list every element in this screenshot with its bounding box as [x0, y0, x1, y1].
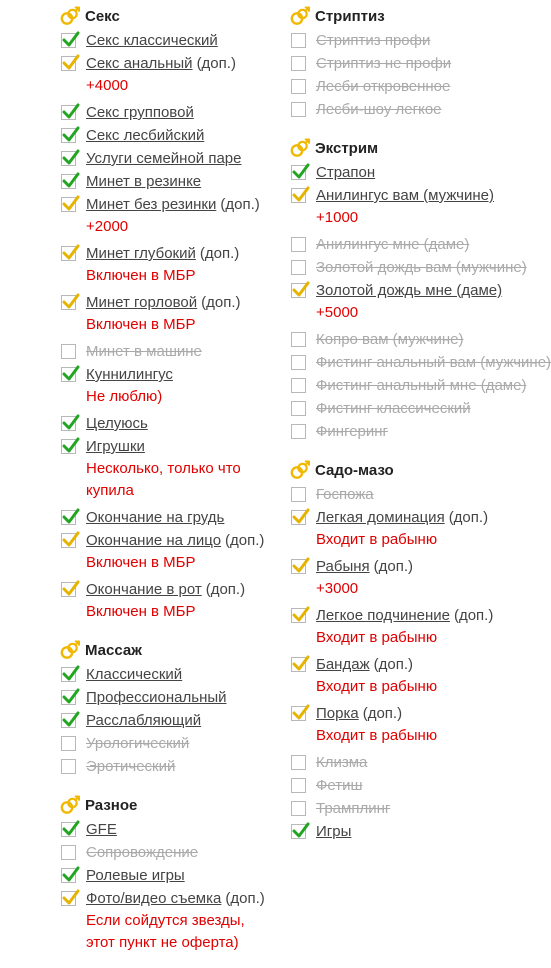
checkbox-unchecked	[291, 401, 306, 416]
service-link[interactable]: Минет в машине	[86, 343, 202, 360]
checkbox-checked	[291, 165, 306, 180]
service-item	[60, 412, 275, 435]
checkbox-unchecked	[61, 759, 76, 774]
service-item	[290, 351, 551, 374]
service-item	[290, 75, 502, 98]
service-label-wrap	[316, 184, 502, 207]
service-link[interactable]: Страпон	[316, 164, 376, 181]
section-header	[60, 792, 275, 818]
checkbox-unchecked	[61, 344, 76, 359]
service-link[interactable]: Минет без резинки	[86, 196, 217, 213]
service-item	[290, 374, 527, 397]
service-link[interactable]: Целуюсь	[86, 415, 148, 432]
service-link[interactable]: Фингеринг	[316, 423, 389, 440]
service-link[interactable]: Госпожа	[316, 486, 374, 503]
checkbox-unchecked	[61, 736, 76, 751]
service-link[interactable]: Трамплинг	[316, 800, 391, 817]
service-note: Включен в МБР	[86, 554, 196, 571]
service-link[interactable]: GFE	[86, 821, 117, 838]
checkbox-extra	[61, 891, 76, 906]
service-label-wrap	[316, 75, 502, 98]
extra-suffix: (доп.)	[196, 55, 236, 72]
service-label-wrap	[86, 709, 275, 732]
service-link[interactable]: Копро вам (мужчине)	[316, 331, 464, 348]
checkbox-unchecked	[291, 260, 306, 275]
service-link[interactable]: Порка	[316, 705, 359, 722]
service-item	[60, 887, 275, 910]
service-note: +5000	[316, 304, 359, 321]
service-label-wrap	[316, 751, 502, 774]
service-link[interactable]: Анилингус мне (даме)	[316, 236, 470, 253]
checkbox-extra	[61, 582, 76, 597]
service-item	[290, 555, 502, 578]
checkbox-unchecked	[291, 487, 306, 502]
service-item	[60, 147, 275, 170]
service-item	[290, 328, 502, 351]
service-item	[60, 101, 275, 124]
extra-suffix: (доп.)	[220, 196, 260, 213]
checkbox-checked	[61, 713, 76, 728]
checkbox-extra	[291, 657, 306, 672]
service-label-wrap	[316, 820, 502, 843]
checkbox-extra	[61, 197, 76, 212]
service-item	[60, 435, 275, 458]
service-item	[60, 242, 275, 265]
service-label-wrap	[86, 124, 275, 147]
section-title: Садо-мазо	[315, 461, 394, 479]
service-item	[60, 578, 275, 601]
checkbox-checked	[61, 667, 76, 682]
section-title: Разное	[85, 796, 138, 814]
service-link[interactable]: Минет горловой	[86, 294, 198, 311]
service-note: +3000	[316, 580, 359, 597]
service-label-wrap	[86, 291, 275, 314]
service-link[interactable]: Окончание в рот	[86, 581, 202, 598]
service-note: +4000	[86, 77, 129, 94]
extra-suffix: (доп.)	[373, 558, 414, 575]
service-item	[60, 29, 275, 52]
service-item	[60, 52, 275, 75]
service-link[interactable]: Окончание на грудь	[86, 509, 225, 526]
section-title: Экстрим	[315, 139, 379, 157]
checkbox-unchecked	[61, 845, 76, 860]
service-note: Входит в рабыню	[316, 678, 438, 695]
service-label-wrap	[316, 774, 502, 797]
checkbox-extra	[61, 295, 76, 310]
section-header	[60, 637, 275, 663]
service-label-wrap	[86, 435, 275, 458]
service-item	[60, 709, 275, 732]
checkbox-extra	[291, 706, 306, 721]
service-label-wrap	[86, 412, 275, 435]
service-item	[290, 797, 502, 820]
service-label-wrap	[86, 147, 275, 170]
service-link[interactable]: Секс анальный	[86, 55, 193, 72]
service-label-wrap	[86, 818, 275, 841]
service-link[interactable]: Игрушки	[86, 438, 145, 455]
service-item	[60, 340, 275, 363]
checkbox-unchecked	[291, 33, 306, 48]
service-item	[60, 663, 275, 686]
checkbox-checked	[291, 824, 306, 839]
service-item	[60, 124, 275, 147]
service-label-wrap	[86, 363, 275, 386]
service-item	[60, 291, 275, 314]
service-item	[60, 529, 275, 552]
extra-suffix: (доп.)	[225, 532, 265, 549]
service-link[interactable]: Секс классический	[86, 32, 218, 49]
service-link[interactable]: Эротический	[86, 758, 176, 775]
service-label-wrap	[316, 420, 502, 443]
service-label-wrap	[316, 797, 502, 820]
service-label-wrap	[316, 397, 502, 420]
service-note: Входит в рабыню	[316, 727, 438, 744]
checkbox-checked	[61, 416, 76, 431]
extra-suffix: (доп.)	[201, 294, 241, 311]
service-item	[290, 98, 502, 121]
service-item	[290, 604, 502, 627]
gender-couple-icon	[290, 138, 310, 158]
checkbox-unchecked	[291, 378, 306, 393]
service-link[interactable]: Окончание на лицо	[86, 532, 222, 549]
service-label-wrap	[86, 841, 275, 864]
checkbox-extra	[291, 283, 306, 298]
service-label-wrap	[86, 864, 275, 887]
service-link[interactable]: Сопровождение	[86, 844, 199, 861]
service-note: Если сойдутся звезды, этот пункт не оферта)	[86, 912, 245, 951]
service-item	[290, 774, 502, 797]
checkbox-unchecked	[291, 332, 306, 347]
service-item	[290, 184, 502, 207]
checkbox-extra	[291, 188, 306, 203]
services-left-column	[60, 0, 275, 968]
service-label-wrap	[316, 653, 502, 676]
service-section	[60, 792, 275, 954]
service-item	[290, 420, 502, 443]
service-item	[60, 506, 275, 529]
service-link[interactable]: Стриптиз не профи	[316, 55, 452, 72]
service-label-wrap	[316, 604, 502, 627]
checkbox-unchecked	[291, 355, 306, 370]
checkbox-checked	[61, 510, 76, 525]
service-item	[290, 256, 527, 279]
service-link[interactable]: Бандаж	[316, 656, 370, 673]
service-item	[290, 52, 502, 75]
checkbox-checked	[61, 33, 76, 48]
service-note: Несколько, только что купила	[86, 460, 241, 499]
service-label-wrap	[86, 663, 275, 686]
gender-couple-icon	[60, 795, 80, 815]
service-item	[60, 363, 275, 386]
section-title: Массаж	[85, 641, 142, 659]
service-label-wrap	[86, 101, 275, 124]
service-label-wrap	[316, 555, 502, 578]
service-item	[290, 161, 502, 184]
service-label-wrap	[86, 242, 275, 265]
section-header	[290, 3, 502, 29]
service-section	[290, 457, 502, 843]
checkbox-checked	[61, 868, 76, 883]
service-label-wrap	[316, 374, 527, 397]
service-link[interactable]: Легкое подчинение	[316, 607, 450, 624]
checkbox-unchecked	[291, 102, 306, 117]
service-item	[290, 483, 502, 506]
checkbox-checked	[61, 439, 76, 454]
service-label-wrap	[316, 328, 502, 351]
checkbox-extra	[291, 608, 306, 623]
checkbox-unchecked	[291, 424, 306, 439]
checkbox-unchecked	[291, 755, 306, 770]
section-title: Стриптиз	[315, 7, 385, 25]
checkbox-checked	[61, 105, 76, 120]
extra-suffix: (доп.)	[225, 890, 265, 907]
service-label-wrap	[86, 686, 275, 709]
checkbox-unchecked	[291, 801, 306, 816]
service-section	[290, 135, 551, 443]
extra-suffix: (доп.)	[453, 607, 494, 624]
service-note: +1000	[316, 209, 359, 226]
checkbox-extra	[61, 56, 76, 71]
service-label-wrap	[316, 233, 502, 256]
service-item	[290, 653, 502, 676]
service-link[interactable]: Фото/видео съемка	[86, 890, 222, 907]
section-title: Секс	[85, 7, 120, 25]
checkbox-checked	[61, 174, 76, 189]
checkbox-checked	[61, 822, 76, 837]
service-label-wrap	[86, 578, 275, 601]
checkbox-unchecked	[291, 56, 306, 71]
section-header	[60, 3, 275, 29]
service-label-wrap	[316, 351, 551, 374]
service-link[interactable]: Классический	[86, 666, 183, 683]
extra-suffix: (доп.)	[205, 581, 246, 598]
service-label-wrap	[316, 29, 502, 52]
gender-couple-icon	[60, 6, 80, 26]
service-link[interactable]: Услуги семейной паре	[86, 150, 242, 167]
checkbox-unchecked	[291, 237, 306, 252]
service-label-wrap	[316, 52, 502, 75]
service-link[interactable]: Минет в резинке	[86, 173, 202, 190]
service-note: Входит в рабыню	[316, 531, 438, 548]
service-label-wrap	[86, 506, 275, 529]
service-label-wrap	[316, 161, 502, 184]
service-item	[60, 818, 275, 841]
service-label-wrap	[86, 193, 275, 216]
service-link[interactable]: Расслабляющий	[86, 712, 202, 729]
gender-couple-icon	[290, 460, 310, 480]
service-link[interactable]: Ролевые игры	[86, 867, 185, 884]
checkbox-unchecked	[291, 79, 306, 94]
checkbox-extra	[61, 246, 76, 261]
service-item	[290, 506, 502, 529]
service-note: +2000	[86, 218, 129, 235]
service-link[interactable]: Рабыня	[316, 558, 370, 575]
extra-suffix: (доп.)	[199, 245, 240, 262]
service-note: Не люблю)	[86, 388, 163, 405]
service-label-wrap	[86, 170, 275, 193]
service-item	[290, 820, 502, 843]
extra-suffix: (доп.)	[448, 509, 489, 526]
service-item	[290, 29, 502, 52]
service-label-wrap	[86, 887, 275, 910]
service-link[interactable]: Фистинг анальный мне (даме)	[316, 377, 527, 394]
service-item	[60, 732, 275, 755]
service-label-wrap	[86, 755, 275, 778]
service-item	[60, 686, 275, 709]
service-label-wrap	[316, 98, 502, 121]
service-item	[60, 193, 275, 216]
service-label-wrap	[316, 483, 502, 506]
service-link[interactable]: Анилингус вам (мужчине)	[316, 187, 495, 204]
service-link[interactable]: Куннилингус	[86, 366, 173, 383]
service-note: Включен в МБР	[86, 603, 196, 620]
service-link[interactable]: Клизма	[316, 754, 368, 771]
service-section	[60, 637, 275, 778]
service-item	[290, 279, 502, 302]
service-item	[290, 397, 502, 420]
service-link[interactable]: Лесби-шоу легкое	[316, 101, 442, 118]
service-label-wrap	[86, 529, 275, 552]
checkbox-extra	[291, 510, 306, 525]
services-right-column	[290, 0, 551, 857]
checkbox-checked	[61, 151, 76, 166]
service-label-wrap	[316, 256, 527, 279]
service-item	[290, 702, 502, 725]
service-link[interactable]: Урологический	[86, 735, 190, 752]
section-header	[290, 135, 502, 161]
service-label-wrap	[86, 732, 275, 755]
service-link[interactable]: Фистинг классический	[316, 400, 471, 417]
checkbox-extra	[61, 533, 76, 548]
service-item	[60, 170, 275, 193]
extra-suffix: (доп.)	[362, 705, 403, 722]
service-label-wrap	[86, 340, 275, 363]
service-note: Входит в рабыню	[316, 629, 438, 646]
service-label-wrap	[316, 279, 502, 302]
extra-suffix: (доп.)	[373, 656, 413, 673]
checkbox-extra	[291, 559, 306, 574]
service-item	[290, 751, 502, 774]
service-label-wrap	[86, 29, 275, 52]
checkbox-checked	[61, 367, 76, 382]
service-link[interactable]: Фистинг анальный вам (мужчине)	[316, 354, 551, 371]
service-section	[60, 3, 275, 623]
service-section	[290, 3, 502, 121]
service-link[interactable]: Лесби откровенное	[316, 78, 451, 95]
section-header	[290, 457, 502, 483]
service-item	[60, 755, 275, 778]
service-link[interactable]: Секс лесбийский	[86, 127, 205, 144]
checkbox-unchecked	[291, 778, 306, 793]
service-link[interactable]: Профессиональный	[86, 689, 227, 706]
service-label-wrap	[316, 702, 502, 725]
service-link[interactable]: Игры	[316, 823, 352, 840]
gender-couple-icon	[290, 6, 310, 26]
checkbox-checked	[61, 690, 76, 705]
service-item	[60, 841, 275, 864]
checkbox-checked	[61, 128, 76, 143]
service-link[interactable]: Стриптиз профи	[316, 32, 431, 49]
service-link[interactable]: Минет глубокий	[86, 245, 196, 262]
service-item	[60, 864, 275, 887]
service-label-wrap	[86, 52, 275, 75]
service-link[interactable]: Легкая доминация	[316, 509, 445, 526]
service-label-wrap	[316, 506, 502, 529]
service-note: Включен в МБР	[86, 316, 196, 333]
service-link[interactable]: Золотой дождь мне (даме)	[316, 282, 503, 299]
service-note: Включен в МБР	[86, 267, 196, 284]
service-link[interactable]: Секс групповой	[86, 104, 194, 121]
service-item	[290, 233, 502, 256]
gender-couple-icon	[60, 640, 80, 660]
service-link[interactable]: Фетиш	[316, 777, 363, 794]
service-link[interactable]: Золотой дождь вам (мужчине)	[316, 259, 527, 276]
